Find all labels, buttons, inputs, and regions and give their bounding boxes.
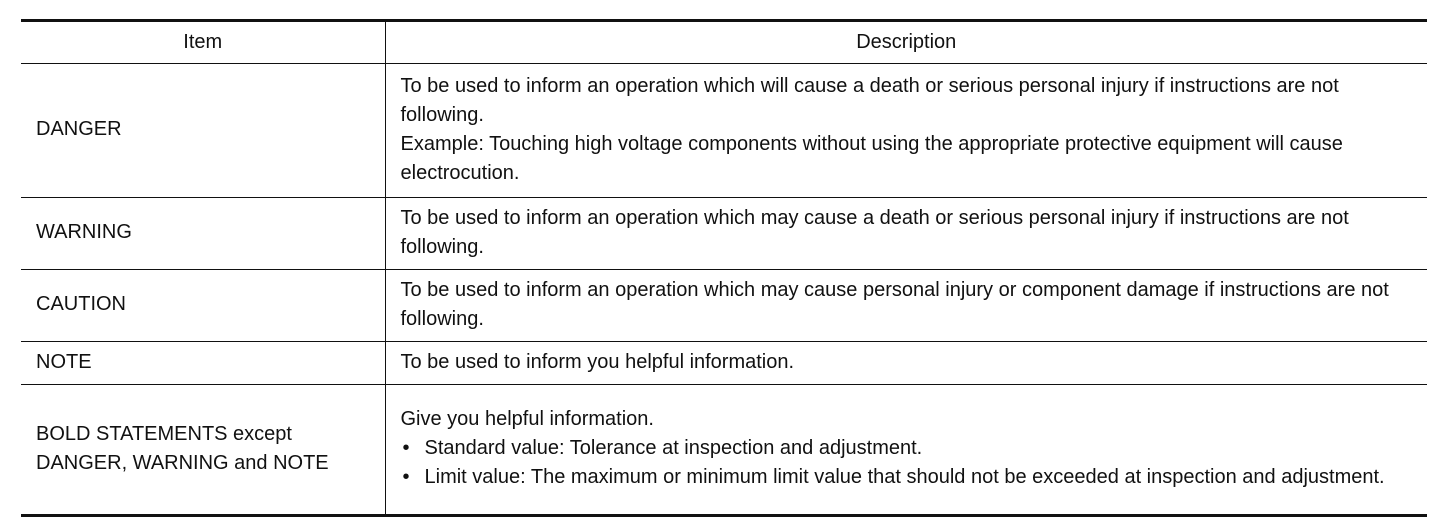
bullet-list — [401, 434, 1418, 492]
item-cell: NOTE — [21, 342, 385, 385]
item-label-line: BOLD STATEMENTS except — [36, 422, 292, 445]
description-text: Example: Touching high voltage components without using the appropriate protective equipment will cause electrocution. — [400, 132, 1343, 184]
item-label-line: DANGER, WARNING and NOTE — [36, 451, 329, 474]
list-item — [401, 463, 1418, 492]
table-row-caution — [21, 270, 1427, 342]
description-cell — [385, 198, 1427, 270]
list-item-text: Standard value: Tolerance at inspection and adjustment. — [424, 437, 923, 459]
item-cell: CAUTION — [21, 270, 385, 342]
bullet-icon: • — [402, 437, 410, 459]
table-row-warning — [21, 198, 1427, 270]
item-cell — [21, 385, 385, 516]
item-cell: WARNING — [21, 198, 385, 270]
description-intro: Give you helpful information. — [400, 408, 654, 430]
description-cell — [385, 385, 1427, 516]
description-cell — [385, 64, 1427, 198]
table-row-bold-statements — [21, 385, 1427, 516]
description-cell — [385, 270, 1427, 342]
description-text: To be used to inform an operation which may cause personal injury or component damage if instructions are not following. — [400, 278, 1389, 330]
item-cell: DANGER — [21, 64, 385, 198]
table-header-row — [21, 21, 1427, 64]
bullet-icon: • — [402, 466, 410, 488]
description-cell — [385, 342, 1427, 385]
definitions-table — [21, 19, 1427, 517]
header-description: Description — [385, 21, 1427, 64]
header-item: Item — [21, 21, 385, 64]
description-text: To be used to inform you helpful information. — [400, 350, 795, 373]
list-item — [401, 434, 1418, 463]
description-text: To be used to inform an operation which may cause a death or serious personal injury if instructions are not following. — [400, 206, 1349, 258]
table-row-danger — [21, 64, 1427, 198]
list-item-text: Limit value: The maximum or minimum limit value that should not be exceeded at inspection and adjustment. — [424, 466, 1385, 488]
table-row-note — [21, 342, 1427, 385]
description-text: To be used to inform an operation which will cause a death or serious personal injury if instructions are not following. — [400, 74, 1339, 126]
